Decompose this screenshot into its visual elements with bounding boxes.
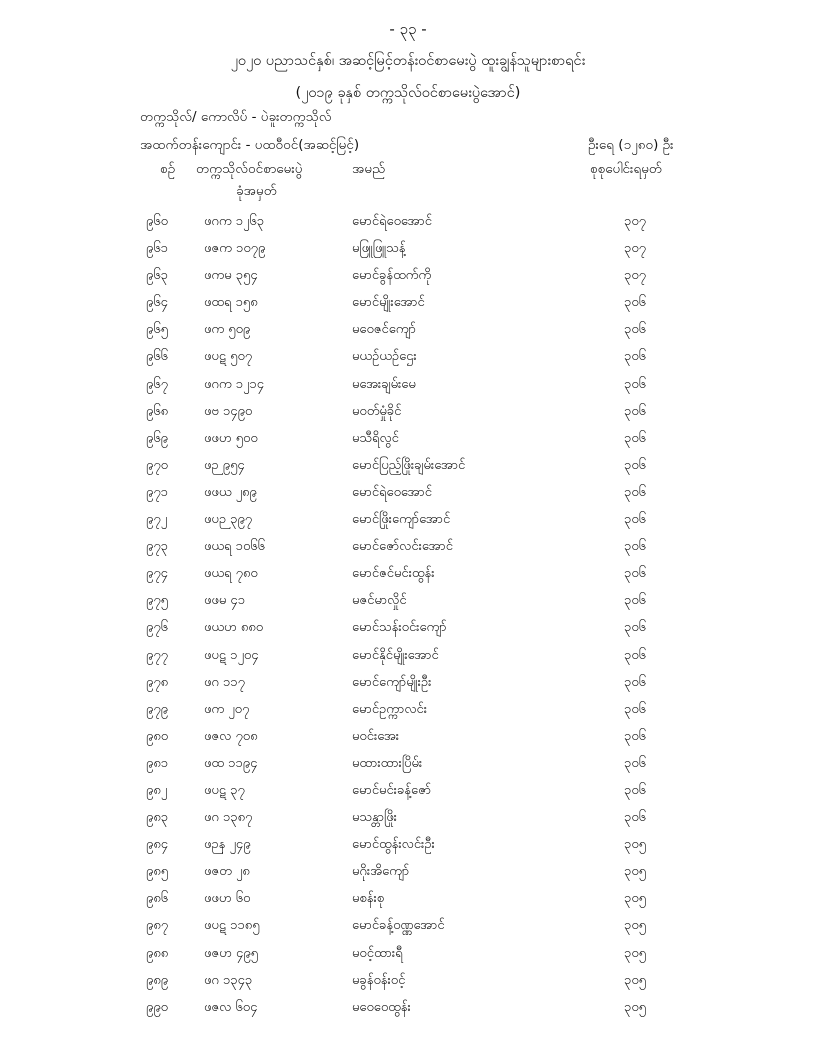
roll-number: ဖဂ ၁၃၄၃ [204, 972, 253, 988]
table-row [0, 317, 816, 344]
row-number: ၉၆၃ [146, 268, 168, 284]
table-row [0, 751, 816, 778]
table-row [0, 236, 816, 263]
row-number: ၉၈၄ [146, 837, 169, 853]
student-name: မဝေဝေထွန်း [352, 999, 411, 1015]
student-name: မယဉ်ယဉ်ဌေး [352, 349, 417, 365]
total-score: ၃၀၆ [624, 349, 646, 365]
roll-number: ဖဉန ၂၄၉ [204, 837, 251, 853]
student-name: မောင်ထွန်းလင်းဦး [352, 837, 435, 853]
table-row [0, 344, 816, 371]
roll-number: ဖပဉ ၃၉၇ [204, 512, 253, 528]
roll-number: ဖဇဟ ၄၉၅ [204, 945, 258, 961]
student-name: မောင်ရဲဝေအောင် [352, 484, 432, 500]
row-number: ၉၇၁ [146, 484, 168, 500]
row-number: ၉၇၂ [146, 512, 168, 528]
total-score: ၃၀၆ [624, 539, 646, 555]
row-number: ၉၈၂ [146, 782, 168, 798]
roll-number: ဖဖဟ ၅၀၀ [204, 430, 258, 446]
column-header-roll-sub: ခုံအမှတ် [236, 183, 277, 199]
table-row [0, 480, 816, 507]
table-row [0, 561, 816, 588]
roll-number: ဖဂက ၁၂၁၄ [204, 376, 265, 392]
table-row [0, 886, 816, 913]
row-number: ၉၆၇ [146, 376, 168, 392]
student-name: မဝေဇင်ကျော် [352, 322, 416, 338]
table-row [0, 913, 816, 940]
student-name: မောင်ဇင်မင်းထွန်း [352, 566, 435, 582]
row-number: ၉၆၉ [146, 430, 168, 446]
subject-line: အထက်တန်းကျောင်း - ပထဝီဝင်(အဆင့်မြင့်) [140, 137, 360, 153]
student-name: မသန္တာဖြိုး [352, 810, 397, 826]
total-score: ၃၀၆ [624, 755, 646, 771]
total-score: ၃၀၆ [624, 295, 646, 311]
student-name: မဖြူဖြူသန့် [352, 241, 406, 257]
roll-number: ဖက ၅၀၉ [204, 322, 251, 338]
row-number: ၉၆၅ [146, 322, 168, 338]
table-row [0, 426, 816, 453]
total-score: ၃၀၆ [624, 701, 646, 717]
table-row [0, 372, 816, 399]
student-name: မဂိုးအိကျော် [352, 864, 410, 880]
total-score: ၃၀၆ [624, 647, 646, 663]
row-number: ၉၇၃ [146, 539, 168, 555]
total-score: ၃၀၇ [624, 214, 646, 229]
row-number: ၉၇၀ [146, 457, 168, 473]
column-header-roll: တက္ကသိုလ်ဝင်စာမေးပွဲ [196, 161, 303, 177]
table-row [0, 534, 816, 561]
table-row [0, 507, 816, 534]
roll-number: ဖပဋ ၅၀၇ [204, 349, 253, 365]
table-row [0, 832, 816, 859]
total-score: ၃၀၆ [624, 322, 646, 338]
total-score: ၃၀၅ [624, 999, 646, 1015]
row-number: ၉၈၁ [146, 755, 169, 771]
student-name: မောင်နိုင်မျိုးအောင် [352, 647, 439, 663]
total-score: ၃၀၇ [624, 268, 646, 284]
roll-number: ဖဂက ၁၂၆၃ [204, 214, 265, 229]
roll-number: ဖဖယ ၂၈၉ [204, 484, 257, 500]
page-number: - ၃၃ - [389, 20, 427, 38]
roll-number: ဖဇလ ၆၀၄ [204, 999, 258, 1015]
table-row [0, 859, 816, 886]
total-score: ၃၀၆ [624, 457, 646, 473]
student-name: မဝင့်ထားရီ [352, 945, 403, 961]
table-row [0, 805, 816, 832]
student-name: မသီရိလွင် [352, 430, 399, 446]
student-name: မောင်ဥက္ကာလင်း [352, 701, 428, 717]
total-score: ၃၀၆ [624, 810, 646, 826]
row-number: ၉၆၄ [146, 295, 168, 311]
row-number: ၉၇၆ [146, 620, 168, 636]
total-score: ၃၀၅ [624, 918, 646, 934]
student-name: မောင်ခန့်ဝဏ္ဏအောင် [352, 918, 445, 934]
student-name: မဝင်းအေး [352, 728, 400, 744]
table-row [0, 724, 816, 751]
table-row [0, 615, 816, 642]
row-number: ၉၆၈ [146, 403, 169, 419]
row-number: ၉၇၇ [146, 647, 168, 663]
total-score: ၃၀၇ [624, 241, 646, 257]
student-name: မောင်မျိုးအောင် [352, 295, 425, 311]
row-number: ၉၈၈ [146, 945, 169, 961]
roll-number: ဖဇတ ၂၈ [204, 864, 250, 880]
student-name: မထားထားပြိမ်း [352, 755, 423, 771]
total-score: ၃၀၆ [624, 728, 646, 744]
student-name: မောင်မင်းခန့်ဇော် [352, 782, 432, 798]
roll-number: ဖဂ ၁၃၈၇ [204, 810, 253, 826]
student-name: မောင်ပြည့်ဖြိုးချမ်းအောင် [352, 457, 466, 473]
roll-number: ဖဉ ၉၅၄ [204, 457, 245, 473]
roll-number: ဖဖမ ၄၁ [204, 593, 246, 609]
table-row [0, 643, 816, 670]
student-name: မောင်ရဲဝေအောင် [352, 214, 432, 229]
total-score: ၃၀၆ [624, 593, 646, 609]
row-number: ၉၈၉ [146, 972, 169, 988]
column-header-total: စုစုပေါင်းရမှတ် [590, 161, 663, 177]
results-table [0, 209, 816, 1022]
student-name: မောင်ခွန်ထက်ကို [352, 268, 432, 284]
row-number: ၉၈၀ [146, 728, 169, 744]
table-row [0, 670, 816, 697]
table-row [0, 778, 816, 805]
total-score: ၃၀၆ [624, 620, 646, 636]
column-header-name: အမည် [352, 161, 386, 177]
table-row [0, 588, 816, 615]
row-number: ၉၉၀ [146, 999, 168, 1015]
row-number: ၉၈၃ [146, 810, 169, 826]
table-row [0, 995, 816, 1022]
total-score: ၃၀၆ [624, 782, 646, 798]
row-number: ၉၇၄ [146, 566, 168, 582]
row-number: ၉၇၈ [146, 674, 169, 690]
student-name: မခွန်ဝန်းဝင့် [352, 972, 406, 988]
total-score: ၃၀၅ [624, 837, 646, 853]
student-name: မအေးချမ်းမေ [352, 376, 416, 392]
row-number: ၉၈၅ [146, 864, 169, 880]
student-name: မဝတ်မှုံခိုင် [352, 403, 402, 419]
roll-number: ဖယရ ၁၀၆၆ [204, 539, 265, 555]
table-row [0, 209, 816, 236]
roll-number: ဖကမ ၃၅၄ [204, 268, 258, 284]
roll-number: ဖဇက ၁၀၇၉ [204, 241, 266, 257]
student-name: မောင်ကျော်မျိုးဦး [352, 674, 432, 690]
row-number: ၉၈၇ [146, 918, 169, 934]
total-score: ၃၀၅ [624, 864, 646, 880]
total-score: ၃၀၆ [624, 430, 646, 446]
student-name: မောင်ဇော်လင်းအောင် [352, 539, 453, 555]
row-number: ၉၈၆ [146, 891, 169, 907]
table-row [0, 968, 816, 995]
total-score: ၃၀၅ [624, 891, 646, 907]
total-count: ဦးရေ (၁၂၈၀) ဦး [588, 137, 674, 153]
roll-number: ဖပဋ ၁၁၈၅ [204, 918, 260, 934]
table-row [0, 453, 816, 480]
total-score: ၃၀၆ [624, 512, 646, 528]
student-name: မစန်းစု [352, 891, 385, 907]
document-subtitle: (၂၀၁၉ ခုနှစ် တက္ကသိုလ်ဝင်စာမေးပွဲအောင်) [295, 85, 521, 101]
roll-number: ဖယဟ ၈၈၀ [204, 620, 264, 636]
total-score: ၃၀၆ [624, 403, 646, 419]
roll-number: ဖဇလ ၇၀၈ [204, 728, 258, 744]
row-number: ၉၇၉ [146, 701, 168, 717]
roll-number: ဖဂ ၁၁၇ [204, 674, 245, 690]
roll-number: ဖပဋ ၁၂၀၄ [204, 647, 259, 663]
row-number: ၉၆၁ [146, 241, 168, 257]
roll-number: ဖဖဟ ၆၀ [204, 891, 251, 907]
table-row [0, 399, 816, 426]
row-number: ၉၆၀ [146, 214, 168, 229]
total-score: ၃၀၆ [624, 484, 646, 500]
total-score: ၃၀၆ [624, 674, 646, 690]
roll-number: ဖထ ၁၁၉၄ [204, 755, 258, 771]
total-score: ၃၀၆ [624, 376, 646, 392]
table-row [0, 941, 816, 968]
roll-number: ဖယရ ၇၈၀ [204, 566, 258, 582]
table-row [0, 290, 816, 317]
student-name: မောင်ဖြိုးကျော်အောင် [352, 512, 451, 528]
roll-number: ဖက ၂၀၇ [204, 701, 250, 717]
total-score: ၃၀၅ [624, 945, 646, 961]
table-row [0, 263, 816, 290]
university-line: တက္ကသိုလ်/ ကောလိပ် - ပဲခူးတက္ကသိုလ် [140, 109, 332, 125]
column-header-no: စဉ် [160, 161, 176, 177]
student-name: မဇင်မာလှိုင် [352, 593, 407, 609]
row-number: ၉၆၆ [146, 349, 168, 365]
document-title: ၂၀၂၀ ပညာသင်နှစ်၊ အဆင့်မြင့်တန်းဝင်စာမေးပွဲ ထူးချွန်သူများစာရင်း [230, 53, 586, 69]
table-row [0, 697, 816, 724]
roll-number: ဖထရ ၁၅၈ [204, 295, 258, 311]
total-score: ၃၀၆ [624, 566, 646, 582]
total-score: ၃၀၅ [624, 972, 646, 988]
roll-number: ဖပဋ ၃၇ [204, 782, 245, 798]
roll-number: ဖဗ ၁၄၉၀ [204, 403, 253, 419]
student-name: မောင်သန်းဝင်းကျော် [352, 620, 447, 636]
row-number: ၉၇၅ [146, 593, 168, 609]
